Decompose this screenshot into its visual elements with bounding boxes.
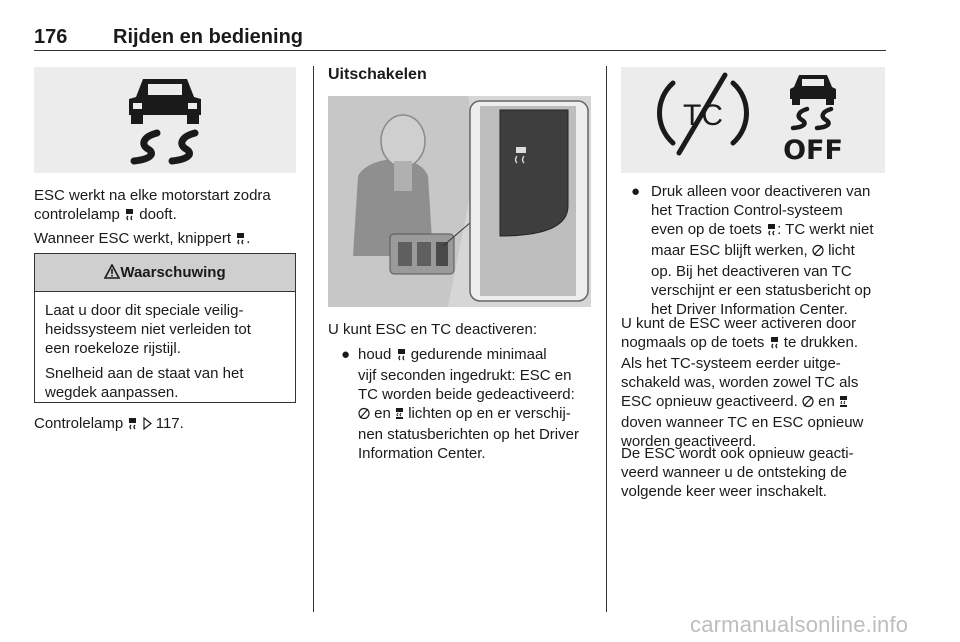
ignition-paragraph: De ESC wordt ook opnieuw geacti- veerd wanneer u de ontsteking de volgende keer weer inschakelt. bbox=[621, 445, 854, 500]
esc-small-icon bbox=[769, 335, 780, 354]
page-number: 176 bbox=[34, 26, 68, 48]
column-divider-1 bbox=[313, 66, 314, 612]
esc-paragraph-2: Wanneer ESC werkt, knippert . bbox=[34, 229, 250, 250]
traction-control-off-icon bbox=[621, 67, 885, 173]
esc-car-icon bbox=[34, 67, 296, 173]
esc-off-small-icon bbox=[839, 394, 848, 413]
tc-icon-label: TC bbox=[683, 99, 723, 132]
esc-small-icon bbox=[124, 207, 135, 226]
tc-off-small-icon bbox=[812, 243, 824, 262]
esc-small-icon bbox=[235, 231, 246, 250]
warning-header bbox=[35, 254, 295, 292]
section-heading: Uitschakelen bbox=[328, 66, 427, 83]
site-watermark: carmanualsonline.info bbox=[690, 612, 909, 637]
chapter-title: Rijden en bediening bbox=[113, 26, 304, 48]
off-icon-label: OFF bbox=[783, 135, 843, 166]
esc-small-icon bbox=[127, 416, 138, 435]
tc-off-small-icon bbox=[802, 394, 814, 413]
tc-off-symbols-figure bbox=[621, 67, 885, 173]
page-reference-arrow-icon bbox=[143, 416, 152, 435]
warning-triangle-icon bbox=[104, 256, 120, 293]
deactivate-intro: U kunt ESC en TC deactiveren: bbox=[328, 321, 537, 338]
warning-text: Laat u door dit speciale veilig- heidssysteem niet verleiden tot een roekeloze rijstijl. Snelheid aan de staat van het wegdek aanpassen. bbox=[45, 302, 251, 401]
esc-symbol-figure bbox=[34, 67, 296, 173]
indicator-reference: Controlelamp 117. bbox=[34, 414, 184, 435]
reactivate-paragraph: U kunt de ESC weer activeren door nogmaals op de toets te drukken. Als het TC-systeem eerder uitge- schakeld was, worden zowel TC als ESC opnieuw geactiveerd. en doven wanneer TC en ESC opnieuw worden geactiveerd. bbox=[621, 315, 864, 450]
esc-paragraph-1: ESC werkt na elke motorstart zodra controlelamp dooft. bbox=[34, 186, 271, 226]
tc-off-small-icon bbox=[358, 406, 370, 425]
console-button-photo bbox=[328, 96, 591, 307]
warning-box bbox=[34, 253, 296, 403]
esc-off-small-icon bbox=[395, 406, 404, 425]
tc-deactivate-bullet: Druk alleen voor deactiveren van het Traction Control-systeem even op de toets : TC werkt niet maar ESC blijft werken, licht op. Bij het deactiveren van TC verschijnt er een statusbericht op het Driver Information Center. bbox=[651, 183, 874, 318]
column-divider-2 bbox=[606, 66, 607, 612]
esc-small-icon bbox=[396, 347, 407, 366]
deactivate-bullet-text: houd gedurende minimaal vijf seconden ingedrukt: ESC en TC worden beide gedeactiveerd: en lichten op en er verschij- nen statusberichten op het Driver Information Center. bbox=[358, 346, 579, 462]
bullet-marker: ● bbox=[631, 183, 641, 200]
warning-title: Waarschuwing bbox=[120, 264, 226, 281]
bullet-marker: ● bbox=[341, 346, 351, 363]
header-divider bbox=[34, 50, 886, 51]
esc-small-icon bbox=[766, 222, 777, 241]
gear-console-illustration bbox=[328, 96, 591, 307]
